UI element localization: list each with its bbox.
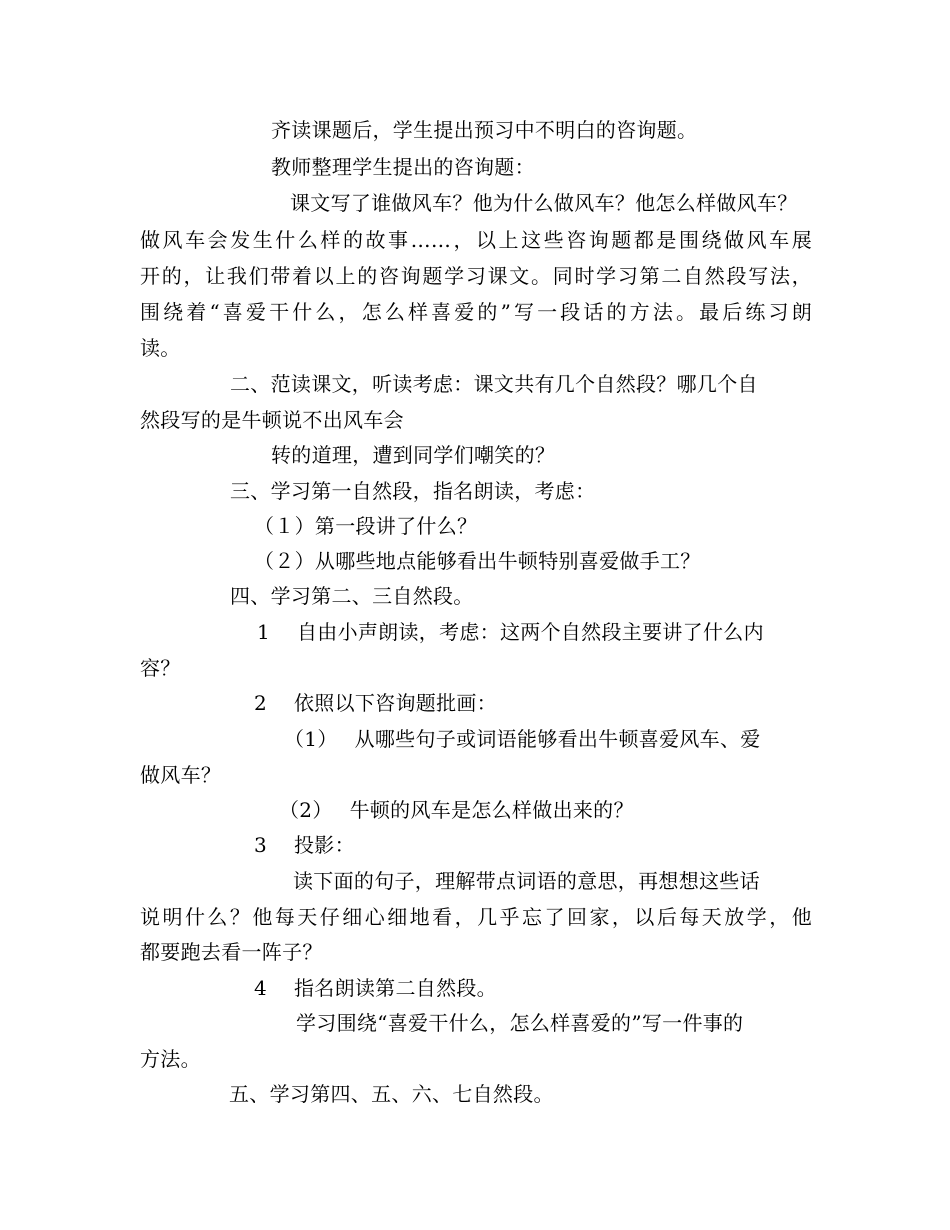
text-line: 然段写的是牛顿说不出风车会	[140, 408, 404, 432]
text-line: 做风车会发生什么样的故事……，以上这些咨询题都是围绕做风车展	[140, 228, 812, 252]
text-line: 都要跑去看一阵子？	[140, 940, 323, 964]
text-line: 教师整理学生提出的咨询题：	[271, 155, 535, 179]
text-line: 容？	[140, 656, 181, 680]
text-line: 转的道理，遭到同学们嘲笑的？	[271, 443, 556, 467]
text-line: （１）第一段讲了什么？	[254, 514, 478, 538]
text-line: 读下面的句子，理解带点词语的意思，再想想这些话	[293, 869, 760, 893]
text-line: （2） 牛顿的风车是怎么样做出来的？	[279, 798, 634, 822]
text-line: 做风车？	[140, 763, 222, 787]
text-line: 4 指名朗读第二自然段。	[254, 976, 497, 1000]
text-line: 三、学习第一自然段，指名朗读，考虑：	[230, 479, 596, 503]
text-line: （1） 从哪些句子或词语能够看出牛顿喜爱风车、爱	[284, 727, 761, 751]
text-line: 1 自由小声朗读，考虑：这两个自然段主要讲了什么内	[257, 620, 764, 644]
text-line: 二、范读课文，听读考虑：课文共有几个自然段？哪几个自	[230, 372, 758, 396]
text-line: 方法。	[140, 1047, 201, 1071]
text-line: 开的，让我们带着以上的咨询题学习课文。同时学习第二自然段写法，	[140, 264, 812, 288]
text-line: 四、学习第二、三自然段。	[230, 584, 474, 608]
text-line: 五、学习第四、五、六、七自然段。	[229, 1082, 554, 1106]
text-line: （２）从哪些地点能够看出牛顿特别喜爱做手工？	[254, 549, 701, 573]
text-line: 说明什么？他每天仔细心细地看，几乎忘了回家，以后每天放学，他	[140, 905, 812, 929]
text-line: 围绕着“喜爱干什么，怎么样喜爱的”写一段话的方法。最后练习朗	[140, 300, 812, 324]
text-line: 读。	[140, 336, 181, 360]
text-line: 课文写了谁做风车？他为什么做风车？他怎么样做风车？	[290, 191, 798, 215]
text-line: 3 投影：	[254, 833, 355, 857]
text-line: 2 依照以下咨询题批画：	[254, 691, 497, 715]
text-line: 齐读课题后，学生提出预习中不明白的咨询题。	[271, 118, 698, 142]
text-line: 学习围绕“喜爱干什么，怎么样喜爱的”写一件事的	[296, 1011, 744, 1035]
